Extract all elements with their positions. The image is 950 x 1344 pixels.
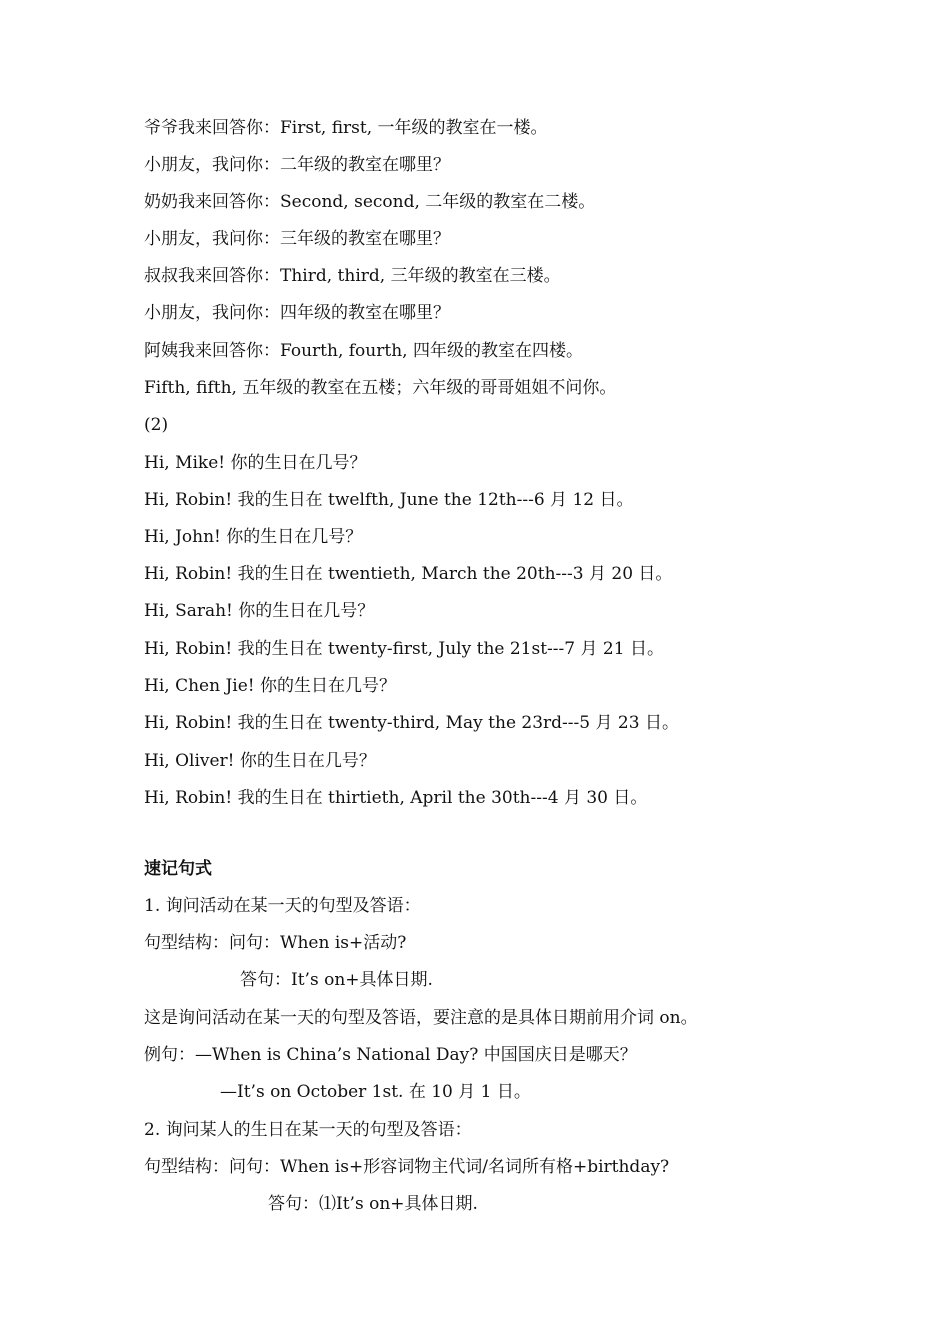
chant-line-3: 奶奶我来回答你：Second, second, 二年级的教室在二楼。 [144, 192, 596, 212]
chant-line-4: 小朋友，我问你：三年级的教室在哪里？ [144, 229, 450, 249]
point-1-example-question: 例句：—When is China’s National Day? 中国国庆日是哪天？ [144, 1045, 637, 1065]
chant-line-5: 叔叔我来回答你：Third, third, 三年级的教室在三楼。 [144, 266, 561, 286]
point-2-title: 2. 询问某人的生日在某一天的句型及答语： [144, 1120, 472, 1140]
birthday-line-1: Hi, Mike! 你的生日在几号？ [144, 453, 367, 473]
point-2-structure-question: 句型结构：问句：When is+形容词物主代词/名词所有格+birthday? [144, 1157, 670, 1177]
chant-line-1: 爷爷我来回答你：First, first, 一年级的教室在一楼。 [144, 118, 548, 138]
birthday-line-5: Hi, Sarah! 你的生日在几号？ [144, 601, 375, 621]
point-1-structure-answer: 答句：It’s on+具体日期. [240, 970, 433, 990]
chant-line-8: Fifth, fifth, 五年级的教室在五楼；六年级的哥哥姐姐不问你。 [144, 378, 617, 398]
chant-line-2: 小朋友，我问你：二年级的教室在哪里？ [144, 155, 450, 175]
point-1-title: 1. 询问活动在某一天的句型及答语： [144, 896, 421, 916]
section-2-label: (2) [144, 415, 169, 435]
point-2-structure-answer: 答句：⑴It’s on+具体日期. [268, 1194, 478, 1214]
birthday-line-6: Hi, Robin! 我的生日在 twenty-first, July the 21st---7 月 21 日。 [144, 639, 664, 659]
point-1-structure-question: 句型结构：问句：When is+活动? [144, 933, 407, 953]
birthday-line-8: Hi, Robin! 我的生日在 twenty-third, May the 23rd---5 月 23 日。 [144, 713, 679, 733]
birthday-line-7: Hi, Chen Jie! 你的生日在几号？ [144, 676, 396, 696]
birthday-line-3: Hi, John! 你的生日在几号？ [144, 527, 363, 547]
chant-line-6: 小朋友，我问你：四年级的教室在哪里？ [144, 303, 450, 323]
chant-line-7: 阿姨我来回答你：Fourth, fourth, 四年级的教室在四楼。 [144, 341, 583, 361]
birthday-line-9: Hi, Oliver! 你的生日在几号？ [144, 751, 376, 771]
section-heading: 速记句式 [144, 859, 212, 879]
birthday-line-2: Hi, Robin! 我的生日在 twelfth, June the 12th---6 月 12 日。 [144, 490, 634, 510]
birthday-line-10: Hi, Robin! 我的生日在 thirtieth, April the 30th---4 月 30 日。 [144, 788, 648, 808]
birthday-line-4: Hi, Robin! 我的生日在 twentieth, March the 20th---3 月 20 日。 [144, 564, 673, 584]
point-1-example-answer: —It’s on October 1st. 在 10 月 1 日。 [220, 1082, 531, 1102]
point-1-note: 这是询问活动在某一天的句型及答语，要注意的是具体日期前用介词 on。 [144, 1008, 698, 1028]
